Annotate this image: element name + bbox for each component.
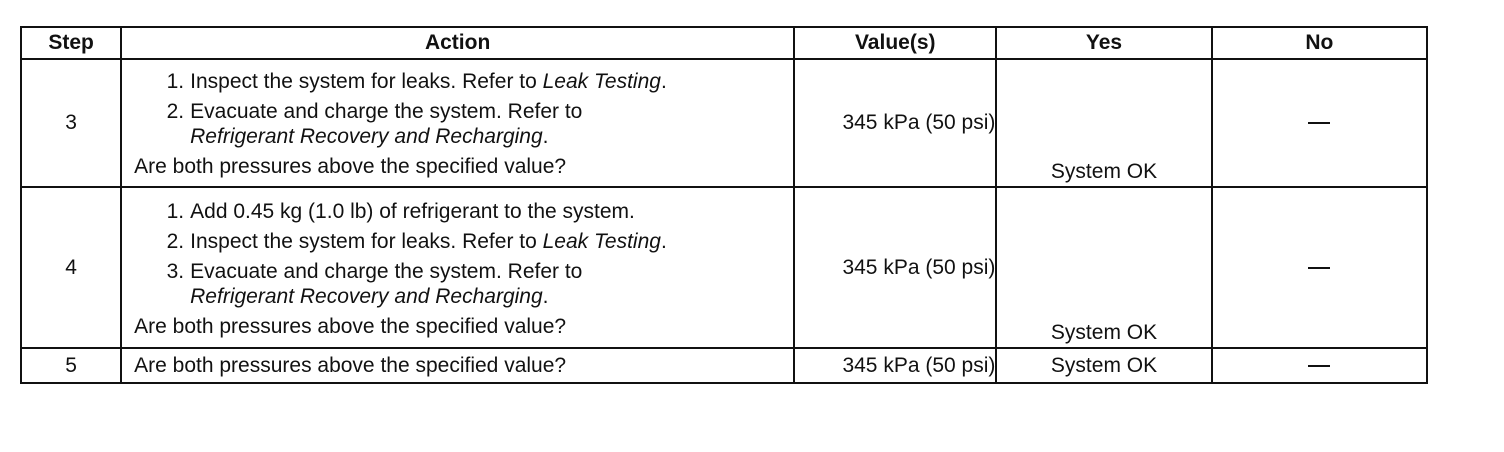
item-text: Inspect the system for leaks. Refer to xyxy=(190,70,543,93)
action-item xyxy=(134,259,783,309)
item-end: . xyxy=(660,70,667,93)
item-end: . xyxy=(542,125,549,148)
action-question: Are both pressures above the specified value? xyxy=(134,314,567,338)
value-cell: 345 kPa (50 psi) xyxy=(794,59,996,187)
dash-mark xyxy=(1308,122,1330,124)
reference-link[interactable]: Leak Testing xyxy=(542,229,661,253)
header-action: Action xyxy=(121,27,794,59)
item-end: . xyxy=(660,229,667,253)
yes-cell: System OK xyxy=(996,59,1211,187)
table-row-step-3 xyxy=(21,59,1427,187)
step-number: 4 xyxy=(21,187,121,348)
item-text: Evacuate and charge the system. Refer to xyxy=(190,100,583,123)
reference-link[interactable]: Leak Testing xyxy=(542,70,661,93)
yes-cell: System OK xyxy=(996,187,1211,348)
table-row-step-4 xyxy=(21,187,1427,348)
item-text: Inspect the system for leaks. Refer to xyxy=(190,229,543,253)
item-number: 3. xyxy=(166,259,185,283)
item-text: Add 0.45 kg (1.0 lb) of refrigerant to the system. xyxy=(190,199,635,223)
action-cell xyxy=(121,187,794,348)
item-number: 1. xyxy=(166,199,185,223)
value-cell: 345 kPa (50 psi) xyxy=(794,187,996,348)
header-row xyxy=(21,27,1427,59)
header-values: Value(s) xyxy=(794,27,996,59)
action-item xyxy=(134,69,783,94)
header-no: No xyxy=(1212,27,1427,59)
dash-mark xyxy=(1308,267,1330,269)
action-item xyxy=(134,229,783,254)
reference-link[interactable]: Refrigerant Recovery and Recharging xyxy=(190,125,543,148)
dash-mark xyxy=(1308,365,1330,367)
action-item xyxy=(134,99,783,149)
item-number: 1. xyxy=(166,70,185,93)
item-text: Evacuate and charge the system. Refer to xyxy=(190,259,583,283)
yes-cell: System OK xyxy=(996,348,1211,383)
value-cell: 345 kPa (50 psi) xyxy=(794,348,996,383)
item-number: 2. xyxy=(166,100,185,123)
action-item xyxy=(134,199,783,224)
no-cell xyxy=(1212,348,1427,383)
header-step: Step xyxy=(21,27,121,59)
action-question: Are both pressures above the specified value? xyxy=(134,155,567,178)
table-row-step-5 xyxy=(21,348,1427,383)
action-cell xyxy=(121,348,794,383)
action-question: Are both pressures above the specified value? xyxy=(134,353,567,377)
header-yes: Yes xyxy=(996,27,1211,59)
no-cell xyxy=(1212,187,1427,348)
step-number: 3 xyxy=(21,59,121,187)
item-number: 2. xyxy=(166,229,185,253)
item-end: . xyxy=(542,284,549,308)
step-number: 5 xyxy=(21,348,121,383)
reference-link[interactable]: Refrigerant Recovery and Recharging xyxy=(190,284,543,308)
no-cell xyxy=(1212,59,1427,187)
diagnostic-table xyxy=(20,26,1428,384)
action-cell xyxy=(121,59,794,187)
